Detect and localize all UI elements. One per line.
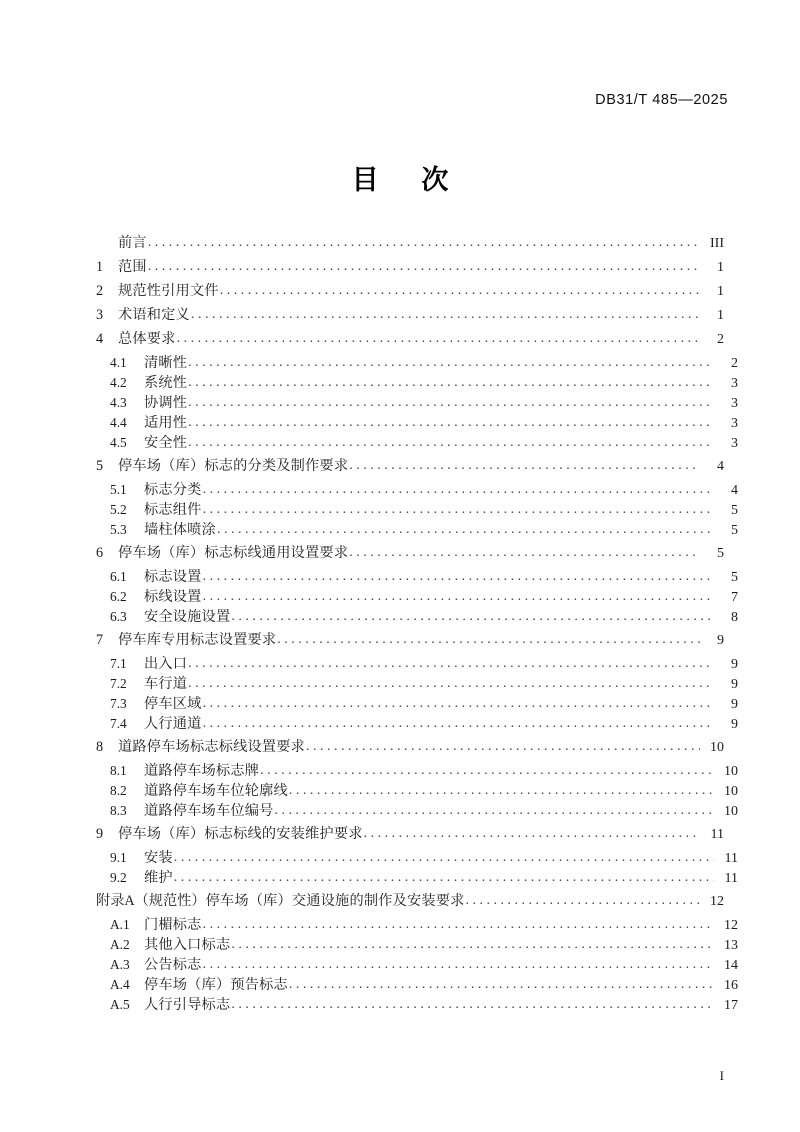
toc-dot-leader — [217, 522, 714, 537]
toc-entry-page-number: 11 — [710, 827, 724, 842]
toc-entry-label: 维护 — [144, 870, 173, 886]
toc-entry-label: 停车场（库）标志标线通用设置要求 — [118, 545, 349, 561]
toc-dot-leader — [203, 716, 714, 731]
toc-entry-number: 1 — [96, 259, 104, 275]
toc-entry[interactable] — [96, 332, 724, 356]
toc-entry-label: 道路停车场标志标线设置要求 — [118, 739, 306, 755]
toc-dot-leader — [203, 482, 714, 497]
toc-entry-number: 5.3 — [110, 522, 127, 537]
toc-entry-label: 范围 — [118, 259, 147, 275]
toc-entry-number: 2 — [96, 283, 104, 299]
toc-dot-leader — [188, 395, 714, 410]
toc-entry[interactable] — [96, 764, 738, 784]
toc-entry-number: 8.3 — [110, 803, 127, 818]
toc-entry[interactable] — [96, 236, 724, 260]
toc-entry[interactable] — [96, 978, 738, 998]
toc-entry-number: 4.2 — [110, 375, 127, 390]
toc-entry-number: 5.1 — [110, 482, 127, 497]
toc-entry[interactable] — [96, 356, 738, 376]
toc-entry[interactable] — [96, 590, 738, 610]
toc-dot-leader — [203, 957, 714, 972]
toc-entry[interactable] — [96, 546, 724, 570]
toc-entry-page-number: 9 — [731, 657, 738, 672]
toc-entry-label: 安全性 — [144, 435, 188, 451]
table-of-contents — [96, 235, 738, 1018]
toc-entry[interactable] — [96, 633, 724, 657]
toc-entry[interactable] — [96, 416, 738, 436]
toc-dot-leader — [191, 307, 700, 322]
toc-entry-label: 道路停车场车位轮廓线 — [144, 783, 288, 799]
toc-entry-page-number: 17 — [724, 998, 738, 1013]
toc-entry-label: 停车库专用标志设置要求 — [118, 632, 277, 648]
toc-entry-label: 人行引导标志 — [144, 997, 231, 1013]
toc-dot-leader — [188, 656, 714, 671]
toc-dot-leader — [231, 609, 714, 624]
toc-entry[interactable] — [96, 894, 724, 918]
toc-entry-page-number: 10 — [724, 804, 738, 819]
toc-entry-number: 9 — [96, 826, 104, 842]
toc-entry-label: 适用性 — [144, 415, 188, 431]
toc-dot-leader — [188, 676, 714, 691]
toc-entry-label: 标志组件 — [144, 502, 202, 518]
toc-entry-page-number: 12 — [724, 918, 738, 933]
toc-entry-number: A.5 — [110, 997, 130, 1012]
toc-entry[interactable] — [96, 396, 738, 416]
toc-entry-label: 总体要求 — [118, 331, 176, 347]
toc-entry-number: A.1 — [110, 917, 130, 932]
toc-dot-leader — [188, 415, 714, 430]
toc-entry-page-number: 7 — [731, 590, 738, 605]
toc-entry-number: 5 — [96, 458, 104, 474]
toc-entry[interactable] — [96, 958, 738, 978]
toc-entry-label: 安全设施设置 — [144, 609, 231, 625]
toc-entry[interactable] — [96, 871, 738, 891]
toc-entry-number: 5.2 — [110, 502, 127, 517]
toc-entry[interactable] — [96, 260, 724, 284]
toc-entry-number: 4.4 — [110, 415, 127, 430]
toc-entry-label: 停车区域 — [144, 696, 202, 712]
toc-entry-page-number: 10 — [710, 740, 724, 755]
toc-entry-page-number: 4 — [717, 459, 724, 474]
toc-entry-number: 4.5 — [110, 435, 127, 450]
toc-dot-leader — [349, 545, 700, 560]
toc-entry-label: 协调性 — [144, 395, 188, 411]
toc-entry-page-number: 3 — [731, 436, 738, 451]
toc-entry-number: 7.4 — [110, 716, 127, 731]
toc-entry-page-number: 16 — [724, 978, 738, 993]
toc-entry[interactable] — [96, 483, 738, 503]
page-title: 目 次 — [351, 165, 467, 195]
toc-entry[interactable] — [96, 677, 738, 697]
toc-dot-leader — [220, 283, 700, 298]
toc-entry-page-number: 9 — [717, 633, 724, 648]
toc-entry-label: 安装 — [144, 850, 173, 866]
toc-entry[interactable] — [96, 436, 738, 456]
toc-entry-page-number: 1 — [717, 308, 724, 323]
toc-entry-page-number: 13 — [724, 938, 738, 953]
toc-entry-label: 系统性 — [144, 375, 188, 391]
toc-entry-label: 车行道 — [144, 676, 188, 692]
toc-entry[interactable] — [96, 740, 724, 764]
toc-entry-label: 出入口 — [144, 656, 188, 672]
toc-entry-label: 标志设置 — [144, 569, 202, 585]
toc-entry-label: 道路停车场车位编号 — [144, 803, 274, 819]
toc-dot-leader — [203, 569, 714, 584]
toc-entry-number: A.4 — [110, 977, 130, 992]
toc-entry-number: 8.1 — [110, 763, 127, 778]
toc-entry-label: 停车场（库）标志标线的安装维护要求 — [118, 826, 363, 842]
toc-dot-leader — [466, 893, 700, 908]
toc-dot-leader — [188, 435, 714, 450]
toc-entry-number: 9.1 — [110, 850, 127, 865]
toc-entry-label: 门楣标志 — [144, 917, 202, 933]
toc-entry-number: 7.2 — [110, 676, 127, 691]
toc-entry-page-number: III — [710, 236, 724, 251]
toc-entry-page-number: 9 — [731, 697, 738, 712]
toc-dot-leader — [203, 917, 714, 932]
toc-entry-number: 8.2 — [110, 783, 127, 798]
toc-dot-leader — [277, 632, 700, 647]
toc-dot-leader — [203, 696, 714, 711]
toc-entry[interactable] — [96, 459, 724, 483]
toc-entry-page-number: 14 — [724, 958, 738, 973]
running-header-standard-number: DB31/T 485—2025 — [595, 92, 728, 108]
toc-entry-number: 6.1 — [110, 569, 127, 584]
toc-entry-page-number: 11 — [724, 871, 738, 886]
toc-entry-page-number: 10 — [724, 784, 738, 799]
toc-dot-leader — [289, 783, 714, 798]
toc-entry-number: 6 — [96, 545, 104, 561]
toc-entry-number: A.2 — [110, 937, 130, 952]
toc-entry-page-number: 10 — [724, 764, 738, 779]
toc-entry-number: 4.1 — [110, 355, 127, 370]
toc-entry-label: 前言 — [118, 235, 147, 251]
toc-entry-number: A.3 — [110, 957, 130, 972]
toc-entry-label: 停车场（库）标志的分类及制作要求 — [118, 458, 349, 474]
toc-dot-leader — [174, 850, 714, 865]
toc-entry-number: 7.3 — [110, 696, 127, 711]
toc-entry-label: 墙柱体喷涂 — [144, 522, 216, 538]
toc-entry[interactable] — [96, 376, 738, 396]
toc-entry[interactable] — [96, 308, 724, 332]
toc-entry[interactable] — [96, 523, 738, 543]
toc-entry-page-number: 5 — [731, 503, 738, 518]
toc-dot-leader — [364, 826, 700, 841]
toc-entry-number: 4 — [96, 331, 104, 347]
toc-entry-label: 标线设置 — [144, 589, 202, 605]
toc-entry-page-number: 2 — [731, 356, 738, 371]
toc-entry-label: 其他入口标志 — [144, 937, 231, 953]
toc-entry-page-number: 8 — [731, 610, 738, 625]
toc-dot-leader — [349, 458, 700, 473]
toc-entry-label: 公告标志 — [144, 957, 202, 973]
toc-entry-label: 人行通道 — [144, 716, 202, 732]
toc-dot-leader — [275, 803, 715, 818]
footer-page-number: I — [719, 1068, 724, 1083]
toc-entry-label: 术语和定义 — [118, 307, 190, 323]
toc-entry-number: 7 — [96, 632, 104, 648]
toc-entry-number: 3 — [96, 307, 104, 323]
toc-dot-leader — [177, 331, 700, 346]
toc-entry-number: 6.3 — [110, 609, 127, 624]
toc-entry-label: 清晰性 — [144, 355, 188, 371]
toc-entry-number: 附录A（规范性） — [96, 893, 206, 909]
toc-entry-number: 7.1 — [110, 656, 127, 671]
toc-entry-page-number: 11 — [724, 851, 738, 866]
toc-entry[interactable] — [96, 284, 724, 308]
toc-entry-page-number: 5 — [717, 546, 724, 561]
toc-entry-label: 停车场（库）预告标志 — [144, 977, 288, 993]
toc-entry-page-number: 5 — [731, 523, 738, 538]
toc-dot-leader — [289, 977, 714, 992]
toc-entry-label: 标志分类 — [144, 482, 202, 498]
toc-dot-leader — [260, 763, 714, 778]
toc-entry-label: 停车场（库）交通设施的制作及安装要求 — [205, 893, 465, 909]
toc-dot-leader — [203, 589, 714, 604]
toc-entry-page-number: 9 — [731, 717, 738, 732]
toc-entry[interactable] — [96, 918, 738, 938]
toc-entry-label: 规范性引用文件 — [118, 283, 219, 299]
toc-dot-leader — [203, 502, 714, 517]
toc-entry-page-number: 1 — [717, 260, 724, 275]
toc-entry[interactable] — [96, 697, 738, 717]
toc-dot-leader — [188, 375, 714, 390]
toc-dot-leader — [306, 739, 700, 754]
toc-dot-leader — [231, 997, 714, 1012]
toc-entry[interactable] — [96, 503, 738, 523]
toc-entry-page-number: 4 — [731, 483, 738, 498]
toc-dot-leader — [231, 937, 714, 952]
toc-dot-leader — [148, 259, 700, 274]
toc-entry-page-number: 3 — [731, 396, 738, 411]
toc-entry-page-number: 12 — [710, 894, 724, 909]
toc-entry[interactable] — [96, 998, 738, 1018]
toc-entry-page-number: 5 — [731, 570, 738, 585]
toc-entry[interactable] — [96, 827, 724, 851]
toc-dot-leader — [148, 235, 700, 250]
toc-entry[interactable] — [96, 784, 738, 804]
toc-entry[interactable] — [96, 851, 738, 871]
toc-entry[interactable] — [96, 610, 738, 630]
toc-entry[interactable] — [96, 938, 738, 958]
toc-entry[interactable] — [96, 657, 738, 677]
toc-entry-number: 4.3 — [110, 395, 127, 410]
toc-entry-page-number: 1 — [717, 284, 724, 299]
toc-entry-page-number: 9 — [731, 677, 738, 692]
toc-entry-page-number: 3 — [731, 376, 738, 391]
toc-entry[interactable] — [96, 804, 738, 824]
toc-entry-number: 8 — [96, 739, 104, 755]
toc-entry-number: 9.2 — [110, 870, 127, 885]
toc-dot-leader — [174, 870, 714, 885]
toc-dot-leader — [188, 355, 714, 370]
toc-entry-number: 6.2 — [110, 589, 127, 604]
toc-entry-page-number: 3 — [731, 416, 738, 431]
toc-entry[interactable] — [96, 570, 738, 590]
toc-entry-page-number: 2 — [717, 332, 724, 347]
toc-entry[interactable] — [96, 717, 738, 737]
toc-entry-label: 道路停车场标志牌 — [144, 763, 260, 779]
